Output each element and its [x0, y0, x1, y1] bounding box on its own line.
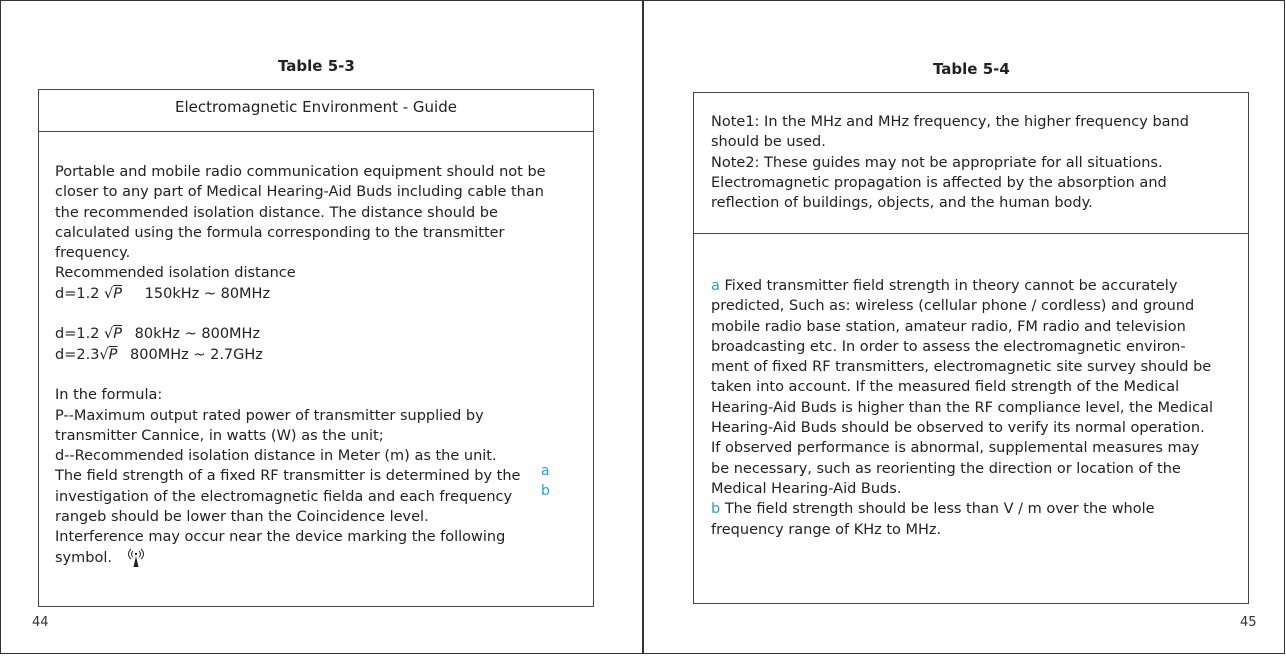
footnote-line: mobile radio base station, amateur radio, FM radio and television [711, 318, 1186, 335]
formula-2: d=1.2 √P 80kHz ~ 800MHz [55, 326, 261, 343]
text-line: P--Maximum output rated power of transmitter supplied by [55, 407, 484, 424]
footnote-b-line: b The field strength should be less than V / m over the whole [711, 501, 1155, 518]
guide-text [55, 162, 546, 568]
footnote-line: If observed performance is abnormal, supplemental measures may [711, 440, 1200, 457]
footnote-mark-a: a [711, 278, 720, 294]
footnotes-text [711, 276, 1213, 540]
sqrt-symbol: √P [99, 346, 118, 363]
footnote-line: frequency range of KHz to MHz. [711, 521, 942, 538]
table-title-5-3: Table 5-3 [278, 57, 355, 75]
footnote-mark-b: b [541, 483, 550, 499]
text-line: closer to any part of Medical Hearing-Aid Buds including cable than [55, 184, 544, 201]
text-line: rangeb should be lower than the Coincidence level. [55, 509, 429, 526]
footnote-line: broadcasting etc. In order to assess the electromagnetic environ- [711, 338, 1186, 355]
text-line: Recommended isolation distance [55, 265, 296, 282]
text-line: the recommended isolation distance. The distance should be [55, 204, 498, 221]
symbol-line: symbol. [55, 548, 546, 568]
table-divider [694, 233, 1248, 234]
text-line: d--Recommended isolation distance in Meter (m) as the unit. [55, 448, 497, 465]
footnote-line: taken into account. If the measured field strength of the Medical [711, 379, 1180, 396]
text-line: frequency. [55, 245, 131, 262]
footnote-mark-a: a [541, 463, 550, 479]
footnote-line: predicted, Such as: wireless (cellular phone / cordless) and ground [711, 298, 1195, 315]
note-line: Note1: In the MHz and MHz frequency, the higher frequency band [711, 114, 1189, 130]
note-line: Note2: These guides may not be appropriate for all situations. [711, 154, 1163, 171]
footnote-line: Hearing-Aid Buds should be observed to verify its normal operation. [711, 420, 1205, 437]
formula-3: d=2.3√P 800MHz ~ 2.7GHz [55, 346, 263, 363]
right-page [643, 0, 1285, 654]
text-line: In the formula: [55, 387, 163, 404]
footnote-mark-b: b [711, 501, 721, 518]
footnote-line: be necessary, such as reorienting the direction or location of the [711, 460, 1181, 477]
footnote-line: ment of fixed RF transmitters, electromagnetic site survey should be [711, 359, 1212, 376]
footnote-marks [541, 461, 550, 501]
sqrt-symbol: √P [104, 285, 123, 302]
table-header: Electromagnetic Environment - Guide [39, 90, 593, 132]
non-ionizing-radiation-icon [125, 548, 147, 568]
text-line: The field strength of a fixed RF transmitter is determined by the [55, 468, 521, 485]
notes-text [711, 112, 1189, 213]
notes-table [693, 92, 1249, 604]
note-line: reflection of buildings, objects, and the human body. [711, 195, 1093, 212]
text-line: Portable and mobile radio communication equipment should not be [55, 164, 546, 180]
footnote-line: Hearing-Aid Buds is higher than the RF compliance level, the Medical [711, 399, 1214, 416]
text-line: investigation of the electromagnetic fielda and each frequency [55, 488, 513, 505]
note-line: Electromagnetic propagation is affected by the absorption and [711, 174, 1167, 191]
formula-1: d=1.2 √P 150kHz ~ 80MHz [55, 285, 271, 302]
text-line: calculated using the formula corresponding to the transmitter [55, 224, 505, 241]
text-line: transmitter Cannice, in watts (W) as the unit; [55, 427, 384, 444]
guide-table [38, 89, 594, 607]
table-title-5-4: Table 5-4 [933, 60, 1010, 78]
page-number: 44 [32, 615, 49, 630]
footnote-line: Medical Hearing-Aid Buds. [711, 480, 902, 497]
sqrt-symbol: √P [104, 326, 123, 343]
footnote-a-line: a Fixed transmitter field strength in theory cannot be accurately [711, 278, 1178, 294]
note-line: should be used. [711, 134, 826, 151]
text-line: Interference may occur near the device marking the following [55, 529, 506, 546]
left-page [0, 0, 643, 654]
page-number: 45 [1240, 615, 1257, 630]
